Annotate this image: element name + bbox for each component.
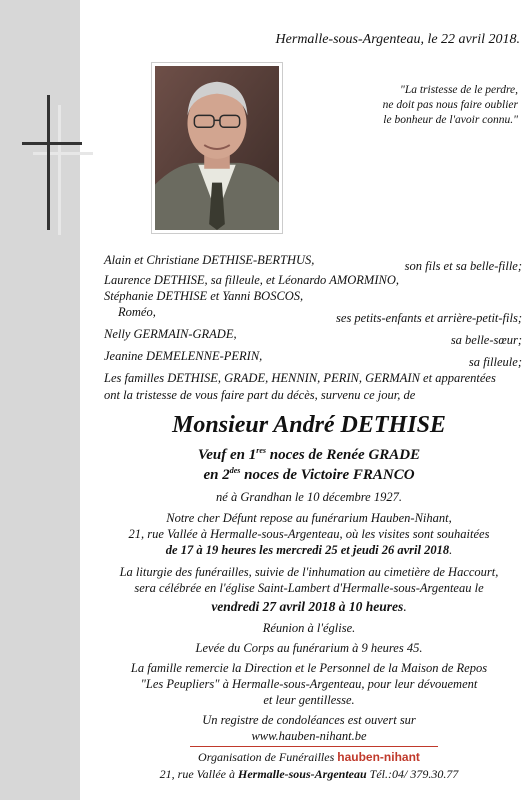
liturgy-line: La liturgie des funérailles, suivie de l'inhumation au cimetière de Haccourt,: [119, 565, 499, 579]
family-relation: sa filleule;: [468, 355, 522, 369]
family-relation: ses petits-enfants et arrière-petit-fils;: [336, 311, 522, 325]
cross-icon-bar: [22, 142, 82, 145]
quote-line: ne doit pas nous faire oublier: [382, 99, 518, 111]
quote-line: le bonheur de l'avoir connu.": [383, 114, 518, 126]
family-names: Nelly GERMAIN-GRADE,: [104, 327, 237, 341]
footer-org: Organisation de Funérailles hauben-nihant: [198, 750, 420, 764]
visit-hours: de 17 à 19 heures les mercredi 25 et jeudi 26 avril 2018.: [165, 543, 453, 557]
quote-line: "La tristesse de le perdre,: [399, 84, 518, 96]
cross-shadow-horizontal: [33, 152, 93, 155]
levee-line: Levée du Corps au funérarium à 9 heures 45.: [195, 641, 423, 655]
thanks-line: et leur gentillesse.: [263, 693, 355, 707]
quote-block: [318, 83, 518, 128]
liturgy-line: sera célébrée en l'église Saint-Lambert d'Hermalle-sous-Argenteau le: [134, 581, 484, 595]
rest-line: 21, rue Vallée à Hermalle-sous-Argenteau, où les visites sont souhaitées: [128, 527, 490, 541]
deceased-name: Monsieur André DETHISE: [172, 412, 446, 438]
register-line: Un registre de condoléances est ouvert sur: [202, 713, 416, 727]
family-relation: son fils et sa belle-fille;: [404, 259, 522, 273]
cross-icon: [47, 95, 50, 230]
family-relation: sa belle-sœur;: [450, 333, 522, 347]
family-names: Stéphanie DETHISE et Yanni BOSCOS,: [104, 289, 304, 303]
meeting-line: Réunion à l'église.: [262, 621, 356, 635]
portrait-photo: [151, 62, 283, 234]
thanks-line: La famille remercie la Direction et le Personnel de la Maison de Repos: [130, 661, 488, 675]
footer-address: 21, rue Vallée à Hermalle-sous-Argenteau Tél.:04/ 379.30.77: [159, 767, 459, 781]
register-url[interactable]: www.hauben-nihant.be: [251, 729, 367, 743]
family-names: Laurence DETHISE, sa filleule, et Léonardo AMORMINO,: [104, 273, 399, 287]
widower-line-1: Veuf en 1res noces de Renée GRADE: [197, 446, 421, 463]
family-names: Roméo,: [118, 305, 156, 319]
rest-line: Notre cher Défunt repose au funérarium Hauben-Nihant,: [166, 511, 452, 525]
funeral-date: vendredi 27 avril 2018 à 10 heures.: [211, 599, 407, 614]
families-line: ont la tristesse de vous faire part du décès, survenu ce jour, de: [104, 388, 416, 402]
left-sidebar-band: [0, 0, 80, 800]
portrait-image: [155, 66, 279, 230]
thanks-line: "Les Peupliers" à Hermalle-sous-Argenteau, pour leur dévouement: [140, 677, 478, 691]
family-names: Alain et Christiane DETHISE-BERTHUS,: [104, 253, 315, 267]
date-line: Hermalle-sous-Argenteau, le 22 avril 2018.: [275, 32, 520, 47]
widower-line-2: en $2^{des}$ noces de Victoire FRANCO: [203, 466, 415, 483]
cross-shadow-vertical: [58, 105, 61, 235]
birth-line: né à Grandhan le 10 décembre 1927.: [216, 490, 402, 504]
footer-divider: [190, 746, 438, 747]
brand-logo: hauben-nihant: [337, 750, 420, 764]
families-line: Les familles DETHISE, GRADE, HENNIN, PERIN, GERMAIN et apparentées: [104, 371, 496, 385]
family-names: Jeanine DEMELENNE-PERIN,: [104, 349, 263, 363]
